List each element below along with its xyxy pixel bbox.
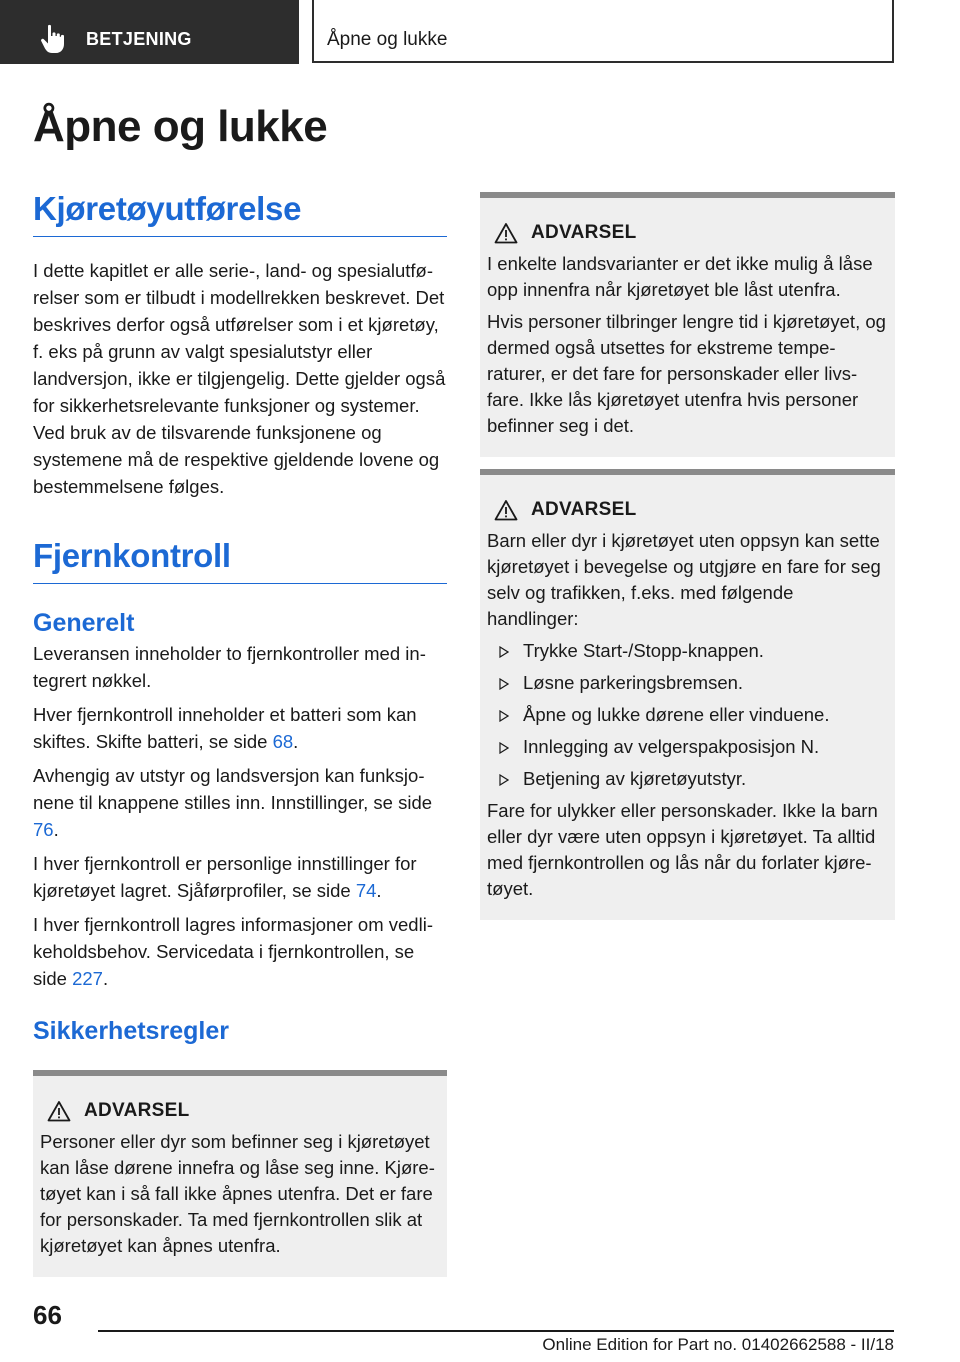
list-item: Innlegging av velgerspakposisjon N.	[487, 734, 887, 760]
chapter-label: Åpne og lukke	[327, 29, 448, 50]
footer-divider	[98, 1330, 894, 1332]
list-item: Åpne og lukke dørene eller vinduene.	[487, 702, 887, 728]
remote-p5: I hver fjernkontroll lagres informasjoner om vedlikeholdsbehov. Servicedata i fjernkontrollen, se side 227.	[33, 914, 433, 989]
warning2-outro: Fare for ulykker eller personskader. Ikke la barn eller dyr være uten oppsyn i kjøretøyet. Ta alltid med fjernkontrollen og lås når du forlater kjøretøyet.	[487, 800, 878, 899]
warning1-p2: Hvis personer tilbringer lengre tid i kjøretøyet, og dermed også utsettes for ekstreme temperaturer, er det fare for personskader eller livsfare. Ikke lås kjøretøyet utenfra hvis personer befinner seg i det.	[487, 311, 886, 436]
warning-box-safety	[33, 1070, 447, 1277]
vehicle-text: I dette kapitlet er alle serie-, land- og spesialutførelser som er tilbudt i modellrekken beskrevet. Det beskrives derfor også utførelser som i et kjøretøy, f. eks på grunn av valgt spesialutstyr eller landversjon, ikke er tilgjengelig. Dette gjelder også for sikkerhetsrelevante funksjoner og systemer. Ved bruk av de tilsvarende funksjonene og systemene må de respektive gjeldende lovene og bestemmelsene følges.	[33, 260, 446, 497]
remote-p1: Leveransen inneholder to fjernkontroller med integrert nøkkel.	[33, 643, 426, 691]
page-link-68[interactable]: 68	[272, 731, 294, 752]
remote-p4: I hver fjernkontroll er personlige innstillinger for kjøretøyet lagret. Sjåførprofiler, se side 74.	[33, 853, 417, 901]
remote-heading: Fjernkontroll	[33, 537, 447, 584]
triangle-bullet-icon	[499, 678, 509, 690]
chapter-header	[312, 0, 894, 63]
warning-triangle-icon	[47, 1100, 71, 1122]
warning-triangle-icon	[494, 499, 518, 521]
action-list	[487, 638, 887, 792]
warning-box-lock	[480, 192, 895, 457]
page-link-76[interactable]: 76	[33, 819, 54, 840]
safety-heading: Sikkerhetsregler	[33, 1017, 229, 1045]
edition-note: Online Edition for Part no. 01402662588 - II/18	[542, 1335, 894, 1354]
triangle-bullet-icon	[499, 646, 509, 658]
triangle-bullet-icon	[499, 774, 509, 786]
left-column	[33, 190, 447, 1277]
warning-header	[40, 1098, 439, 1124]
warning-text: Personer eller dyr som befinner seg i kjøretøyet kan låse dørene innefra og låse seg inne. Kjøretøyet kan i så fall ikke åpnes utenfra. Det er fare for personskader. Ta med fjernkontrollen slik at kjøretøyet kan åpnes utenfra.	[40, 1131, 435, 1256]
page-number: 66	[33, 1300, 62, 1330]
warning-triangle-icon	[494, 222, 518, 244]
list-item: Løsne parkeringsbremsen.	[487, 670, 887, 696]
triangle-bullet-icon	[499, 710, 509, 722]
warning-box-children	[480, 469, 895, 920]
remote-p3: Avhengig av utstyr og landsversjon kan funksjonene til knappene stilles inn. Innstillinger, se side 76.	[33, 765, 433, 840]
warning-header	[487, 220, 887, 246]
page-link-74[interactable]: 74	[355, 880, 377, 901]
section-label: BETJENING	[86, 29, 192, 49]
right-column	[480, 192, 895, 920]
hand-pointer-icon	[40, 24, 66, 54]
list-item: Betjening av kjøretøyutstyr.	[487, 766, 887, 792]
warning-header	[487, 497, 887, 523]
section-tab	[0, 0, 299, 64]
list-item: Trykke Start-/Stopp-knappen.	[487, 638, 887, 664]
warning-label: ADVARSEL	[84, 1100, 190, 1121]
warning-label: ADVARSEL	[531, 499, 637, 520]
triangle-bullet-icon	[499, 742, 509, 754]
general-heading: Generelt	[33, 609, 135, 637]
vehicle-heading: Kjøretøyutførelse	[33, 190, 447, 237]
remote-p2: Hver fjernkontroll inneholder et batteri som kan skiftes. Skifte batteri, se side 68.	[33, 704, 417, 752]
page-link-227[interactable]: 227	[72, 968, 103, 989]
warning-label: ADVARSEL	[531, 222, 637, 243]
warning1-p1: I enkelte landsvarianter er det ikke mulig å låse opp innenfra når kjøretøyet ble låst utenfra.	[487, 253, 873, 300]
page-title: Åpne og lukke	[33, 102, 328, 151]
warning2-intro: Barn eller dyr i kjøretøyet uten oppsyn kan sette kjøretøyet i bevegelse og utgjøre en fare for seg selv og trafikken, f.eks. med følgende handlinger:	[487, 530, 881, 629]
